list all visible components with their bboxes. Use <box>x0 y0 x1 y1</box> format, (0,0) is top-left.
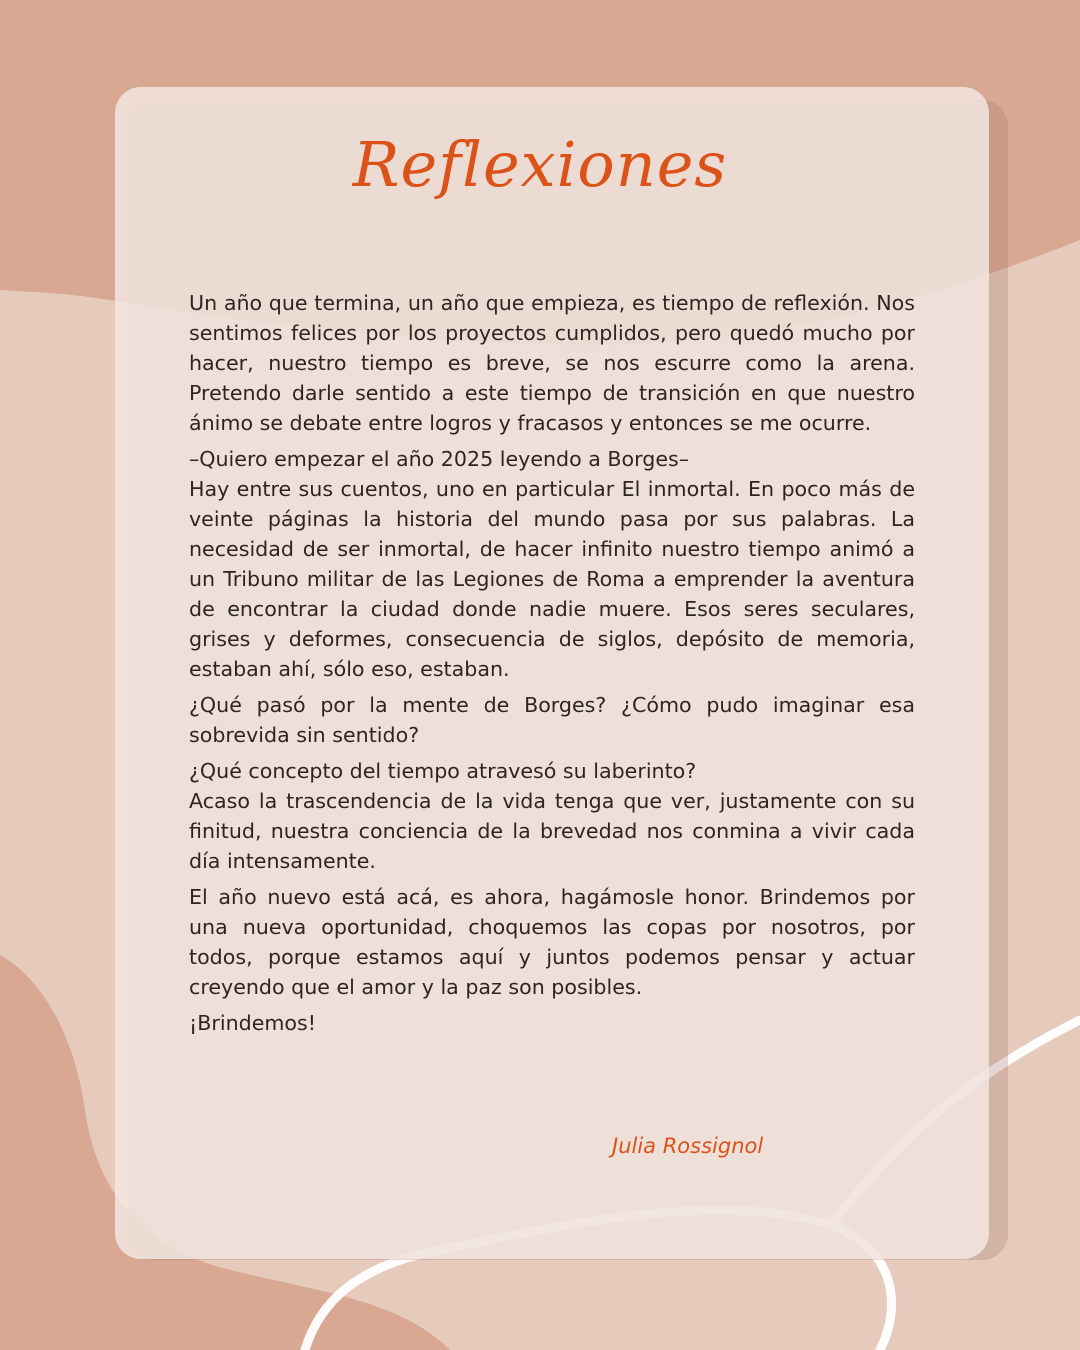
body-text <box>189 288 915 1044</box>
paragraph: ¿Qué concepto del tiempo atravesó su laberinto? <box>189 759 697 783</box>
paragraph: El año nuevo está acá, es ahora, hagámosle honor. Brindemos por una nueva oportunidad, choquemos las copas por nosotros, por todos, porque estamos aquí y juntos podemos pensar y actuar creyendo que el amor y la paz son posibles. <box>189 885 915 999</box>
page-title: Reflexiones <box>352 128 728 201</box>
paragraph: Acaso la trascendencia de la vida tenga que ver, justamente con su finitud, nuestra conciencia de la brevedad nos conmina a vivir cada día intensamente. <box>189 789 915 873</box>
paragraph: ¿Qué pasó por la mente de Borges? ¿Cómo pudo imaginar esa sobrevida sin sentido? <box>189 693 915 747</box>
paragraph: Un año que termina, un año que empieza, es tiempo de reflexión. Nos sentimos felices por los proyectos cumplidos, pero quedó mucho por hacer, nuestro tiempo es breve, se nos escurre como la arena. Pretendo darle sentido a este tiempo de transición en que nuestro ánimo se debate entre logros y fracasos y entonces se me ocurre. <box>189 291 915 435</box>
signature: Julia Rossignol <box>612 1134 764 1158</box>
paragraph: Hay entre sus cuentos, uno en particular El inmortal. En poco más de veinte páginas la historia del mundo pasa por sus palabras. La necesidad de ser inmortal, de hacer infinito nuestro tiempo animó a un Tribuno militar de las Legiones de Roma a emprender la aventura de encontrar la ciudad donde nadie muere. Esos seres seculares, grises y deformes, consecuencia de siglos, depósito de memoria, estaban ahí, sólo eso, estaban. <box>189 477 915 681</box>
paragraph: ¡Brindemos! <box>189 1011 317 1035</box>
paragraph: –Quiero empezar el año 2025 leyendo a Borges– <box>189 447 690 471</box>
